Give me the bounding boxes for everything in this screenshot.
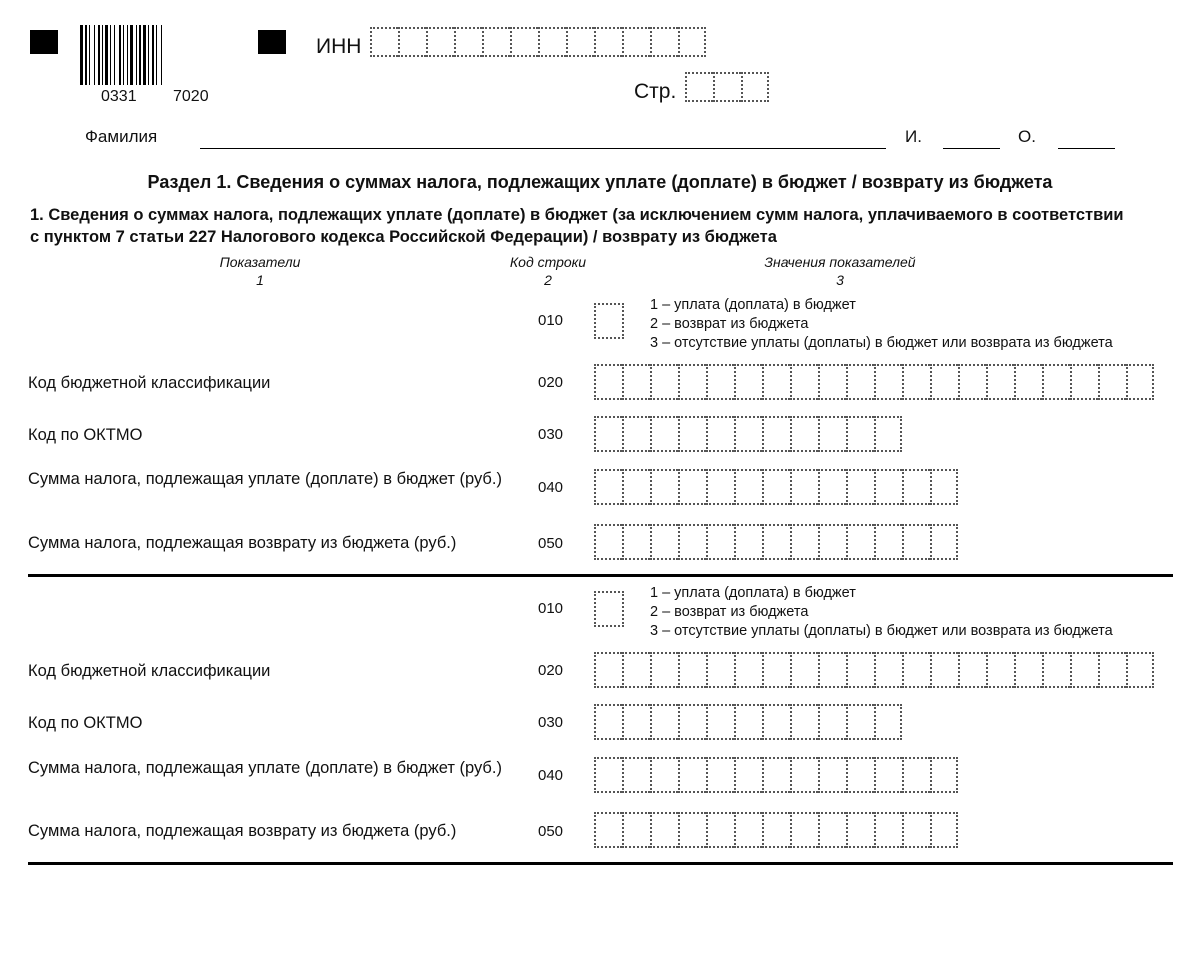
char-cell[interactable] [678,364,706,400]
char-cell[interactable] [713,72,741,102]
barcode-bar [114,25,115,85]
char-cell[interactable] [706,652,734,688]
char-cell[interactable] [594,812,622,848]
char-cell[interactable] [1070,652,1098,688]
tax-refund-label: Сумма налога, подлежащая возврату из бюджета (руб.) [28,822,457,840]
char-cell[interactable] [706,416,734,452]
char-cell[interactable] [1042,364,1070,400]
char-cell[interactable] [622,416,650,452]
barcode-bar [102,25,103,85]
char-cell[interactable] [874,757,902,793]
barcode-bar [80,25,83,85]
column-header-code-number: 2 [544,272,552,288]
payment-type-cell[interactable] [594,303,624,339]
payment-type-options [650,296,1113,353]
char-cell[interactable] [650,704,678,740]
char-cell[interactable] [902,524,930,560]
page-cells[interactable] [685,72,769,102]
oktmo-label: Код по ОКТМО [28,426,143,444]
oktmo-label: Код по ОКТМО [28,714,143,732]
char-cell[interactable] [734,524,762,560]
column-header-values-title: Значения показателей [764,254,916,270]
payment-type-options [650,584,1113,641]
char-cell[interactable] [650,364,678,400]
char-cell[interactable] [650,27,678,57]
char-cell[interactable] [790,469,818,505]
char-cell[interactable] [482,27,510,57]
char-cell[interactable] [846,416,874,452]
char-cell[interactable] [846,757,874,793]
tax-refund-cells[interactable] [594,524,958,560]
section-title: Раздел 1. Сведения о суммах налога, подлежащих уплате (доплате) в бюджет / возврату из бюджета [147,172,1053,192]
row-code-010: 010 [538,600,564,617]
initial-i-field[interactable] [943,148,1000,149]
char-cell[interactable] [818,364,846,400]
barcode-bar [161,25,162,85]
char-cell[interactable] [622,757,650,793]
char-cell[interactable] [846,469,874,505]
char-cell[interactable] [846,364,874,400]
row-code-030: 030 [538,714,564,731]
char-cell[interactable] [790,524,818,560]
tax-payable-label: Сумма налога, подлежащая уплате (доплате) в бюджет (руб.) [28,759,502,777]
char-cell[interactable] [678,27,706,57]
char-cell[interactable] [986,364,1014,400]
page-label: Стр. [634,80,677,103]
char-cell[interactable] [734,469,762,505]
block-divider [28,574,1173,577]
char-cell[interactable] [706,524,734,560]
char-cell[interactable] [762,652,790,688]
barcode-number-left: 0331 [101,88,137,105]
char-cell[interactable] [818,704,846,740]
inn-label: ИНН [316,35,362,58]
char-cell[interactable] [650,652,678,688]
char-cell[interactable] [902,652,930,688]
char-cell[interactable] [790,757,818,793]
barcode-bar [89,25,90,85]
char-cell[interactable] [370,27,398,57]
char-cell[interactable] [594,704,622,740]
bottom-divider [28,862,1173,865]
char-cell[interactable] [818,469,846,505]
row-code-050: 050 [538,535,564,552]
corner-marker-right [258,30,286,54]
char-cell[interactable] [1070,364,1098,400]
char-cell[interactable] [426,27,454,57]
char-cell[interactable] [678,524,706,560]
char-cell[interactable] [622,469,650,505]
char-cell[interactable] [566,27,594,57]
row-code-040: 040 [538,479,564,496]
kbk-cells[interactable] [594,652,1154,688]
char-cell[interactable] [734,704,762,740]
char-cell[interactable] [846,812,874,848]
char-cell[interactable] [622,524,650,560]
char-cell[interactable] [930,524,958,560]
tax-payable-cells[interactable] [594,757,958,793]
oktmo-cells[interactable] [594,416,902,452]
barcode-bar [156,25,157,85]
char-cell[interactable] [874,812,902,848]
char-cell[interactable] [678,416,706,452]
char-cell[interactable] [1042,652,1070,688]
char-cell[interactable] [790,704,818,740]
column-header-code [488,253,608,289]
char-cell[interactable] [678,757,706,793]
char-cell[interactable] [741,72,769,102]
option-3: 3 – отсутствие уплаты (доплаты) в бюджет или возврата из бюджета [650,623,1113,639]
column-header-code-title: Код строки [509,254,587,270]
barcode-bar [139,25,141,85]
char-cell[interactable] [510,27,538,57]
char-cell[interactable] [734,364,762,400]
char-cell[interactable] [846,704,874,740]
option-1: 1 – уплата (доплата) в бюджет [650,297,856,313]
inn-cells[interactable] [370,27,706,57]
row-code-040: 040 [538,767,564,784]
char-cell[interactable] [706,469,734,505]
char-cell[interactable] [650,469,678,505]
oktmo-cells[interactable] [594,704,902,740]
char-cell[interactable] [790,416,818,452]
barcode-bar [136,25,137,85]
char-cell[interactable] [986,652,1014,688]
kbk-cells[interactable] [594,364,1154,400]
char-cell[interactable] [762,812,790,848]
char-cell[interactable] [1126,652,1154,688]
barcode-number-right: 7020 [173,88,209,105]
char-cell[interactable] [902,469,930,505]
char-cell[interactable] [622,812,650,848]
char-cell[interactable] [650,524,678,560]
char-cell[interactable] [706,364,734,400]
char-cell[interactable] [706,812,734,848]
char-cell[interactable] [678,704,706,740]
char-cell[interactable] [762,524,790,560]
barcode-bar [94,25,95,85]
char-cell[interactable] [818,524,846,560]
char-cell[interactable] [594,364,622,400]
char-cell[interactable] [1014,652,1042,688]
char-cell[interactable] [958,652,986,688]
column-header-indicators-number: 1 [256,272,264,288]
char-cell[interactable] [650,812,678,848]
barcode-bar [127,25,128,85]
char-cell[interactable] [762,469,790,505]
char-cell[interactable] [930,469,958,505]
char-cell[interactable] [930,364,958,400]
char-cell[interactable] [706,757,734,793]
char-cell[interactable] [594,469,622,505]
char-cell[interactable] [958,364,986,400]
char-cell[interactable] [1014,364,1042,400]
char-cell[interactable] [398,27,426,57]
char-cell[interactable] [622,364,650,400]
tax-refund-label: Сумма налога, подлежащая возврату из бюджета (руб.) [28,534,457,552]
char-cell[interactable] [762,704,790,740]
char-cell[interactable] [874,416,902,452]
barcode-bar [85,25,87,85]
char-cell[interactable] [734,757,762,793]
option-2: 2 – возврат из бюджета [650,604,809,620]
column-header-indicators-title: Показатели [219,254,301,270]
char-cell[interactable] [594,416,622,452]
char-cell[interactable] [818,652,846,688]
char-cell[interactable] [818,757,846,793]
barcode-bar [148,25,149,85]
char-cell[interactable] [846,652,874,688]
char-cell[interactable] [762,416,790,452]
row-code-010: 010 [538,312,564,329]
char-cell[interactable] [930,652,958,688]
char-cell[interactable] [902,757,930,793]
char-cell[interactable] [930,757,958,793]
row-code-030: 030 [538,426,564,443]
char-cell[interactable] [846,524,874,560]
barcode-bar [152,25,154,85]
char-cell[interactable] [874,704,902,740]
tax-payable-label: Сумма налога, подлежащая уплате (доплате) в бюджет (руб.) [28,470,502,488]
barcode-bar [119,25,121,85]
char-cell[interactable] [902,812,930,848]
option-3: 3 – отсутствие уплаты (доплаты) в бюджет или возврата из бюджета [650,335,1113,351]
barcode-bar [98,25,100,85]
initial-o-field[interactable] [1058,148,1115,149]
barcode-bar [143,25,146,85]
corner-marker-left [30,30,58,54]
char-cell[interactable] [902,364,930,400]
char-cell[interactable] [622,652,650,688]
barcode-bar [105,25,108,85]
char-cell[interactable] [594,757,622,793]
char-cell[interactable] [685,72,713,102]
tax-payable-cells[interactable] [594,469,958,505]
char-cell[interactable] [678,469,706,505]
kbk-label: Код бюджетной классификации [28,374,271,392]
payment-type-cell[interactable] [594,591,624,627]
char-cell[interactable] [874,469,902,505]
option-2: 2 – возврат из бюджета [650,316,809,332]
char-cell[interactable] [538,27,566,57]
char-cell[interactable] [734,416,762,452]
column-header-indicators [160,253,360,289]
row-code-020: 020 [538,374,564,391]
char-cell[interactable] [790,812,818,848]
char-cell[interactable] [818,416,846,452]
row-code-050: 050 [538,823,564,840]
char-cell[interactable] [818,812,846,848]
char-cell[interactable] [454,27,482,57]
char-cell[interactable] [762,364,790,400]
barcode-bar [123,25,124,85]
section-subtitle: 1. Сведения о суммах налога, подлежащих уплате (доплате) в бюджет (за исключением сумм налога, уплачиваемого в соответствии с пунктом 7 статьи 227 Налогового кодекса Российской Федерации) / возврату из бюджета [30,206,1124,246]
column-header-values [740,253,940,289]
char-cell[interactable] [930,812,958,848]
char-cell[interactable] [874,524,902,560]
char-cell[interactable] [790,652,818,688]
option-1: 1 – уплата (доплата) в бюджет [650,585,856,601]
char-cell[interactable] [678,812,706,848]
initial-i-label: И. [905,127,922,146]
char-cell[interactable] [706,704,734,740]
barcode-bar [130,25,133,85]
tax-refund-cells[interactable] [594,812,958,848]
barcode [80,25,240,85]
char-cell[interactable] [790,364,818,400]
surname-field[interactable] [200,148,886,149]
char-cell[interactable] [678,652,706,688]
kbk-label: Код бюджетной классификации [28,662,271,680]
row-code-020: 020 [538,662,564,679]
char-cell[interactable] [734,652,762,688]
initial-o-label: О. [1018,127,1036,146]
char-cell[interactable] [650,416,678,452]
char-cell[interactable] [734,812,762,848]
column-header-values-number: 3 [836,272,844,288]
surname-label: Фамилия [85,127,158,146]
char-cell[interactable] [1098,364,1126,400]
char-cell[interactable] [762,757,790,793]
char-cell[interactable] [1098,652,1126,688]
char-cell[interactable] [594,27,622,57]
char-cell[interactable] [1126,364,1154,400]
char-cell[interactable] [650,757,678,793]
char-cell[interactable] [594,652,622,688]
char-cell[interactable] [622,704,650,740]
char-cell[interactable] [874,652,902,688]
char-cell[interactable] [622,27,650,57]
char-cell[interactable] [874,364,902,400]
char-cell[interactable] [594,524,622,560]
barcode-bar [110,25,111,85]
